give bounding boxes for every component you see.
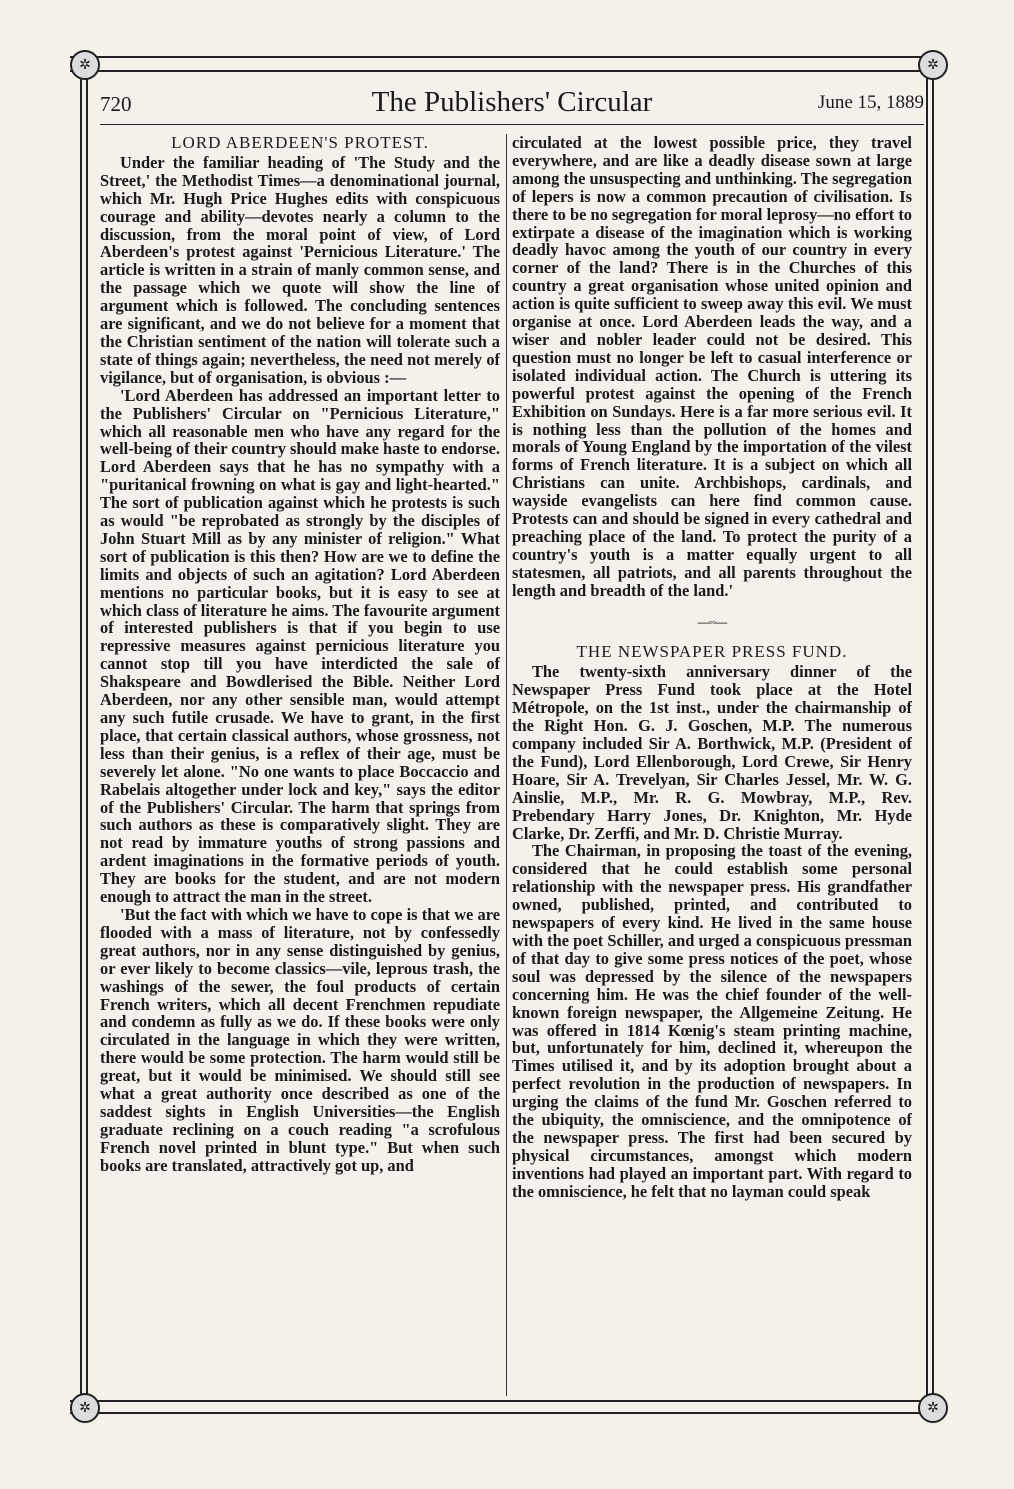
article-title-aberdeen: LORD ABERDEEN'S PROTEST. <box>171 134 429 152</box>
article-continuation: circulated at the lowest possible price, they travel everywhere, and are like a deadly disease sown at large among the unsuspecting and unthinking. The segregation of lepers is now a common precaution of civilisation. Is there to be no segregation for moral leprosy—no effort to extirpate a disease of the imagination which is working deadly havoc among the youth of our country in every corner of the land? There is in the Churches of this country a great organisation whose united opinion and action is quite sufficient to sweep away this evil. We must organise at once. Lord Aberdeen leads the way, and a wiser and nobler leader could not be desired. This question must no longer be left to casual interference or isolated individual action. The Church is uttering its powerful protest against the opening of the French Exhibition on Sundays. Here is a far more serious evil. It is nothing less than the pollution of the homes and morals of Young England by the importation of the vilest forms of French literature. It is a subject on which all Christians can unite. Archbishops, cardinals, and wayside evangelists can here find common cause. Protests can and should be signed in every cathedral and preaching place of the land. To protect the purity of a country's youth is a matter equally urgent to all statesmen, all patriots, and all parents throughout the length and breadth of the land.' <box>512 134 912 600</box>
corner-ornament-icon: ✲ <box>918 50 948 80</box>
left-column <box>100 134 500 1396</box>
article-paragraph: Under the familiar heading of 'The Study and the Street,' the Methodist Times—a denominational journal, which Mr. Hugh Price Hughes edits with conspicuous courage and ability—devotes nearly a column to the discussion, from the moral point of view, of Lord Aberdeen's protest against 'Pernicious Literature.' The article is written in a strain of manly common sense, and the passage which we quote will show the line of argument which is followed. The concluding sentences are significant, and we do not believe for a moment that the Christian sentiment of the nation will tolerate such a state of things again; nevertheless, the need not merely of vigilance, but of organisation, is obvious :— <box>100 152 500 387</box>
corner-ornament-icon: ✲ <box>70 1393 100 1423</box>
top-double-rule-upper <box>70 56 940 58</box>
article-paragraph: 'But the fact with which we have to cope is that we are flooded with a mass of literature, not by confessedly great authors, nor in any sense distinguished by genius, or ever likely to become classics—vile, leprous trash, the washings of the sewer, the foul products of certain French writers, which all decent Frenchmen repudiate and condemn as fully as we do. If these books were only circulated in the language in which they were written, there would be some protection. The harm would still be great, but it would be minimised. We should still see what a great authority once described as one of the saddest sights in English Universities—the English graduate reclining on a couch reading "a scrofulous French novel printed in blunt type." But when such books are translated, attractively got up, and <box>100 904 500 1175</box>
page-number: 720 <box>100 92 132 116</box>
corner-ornament-icon: ✲ <box>918 1393 948 1423</box>
article-paragraph: The Chairman, in proposing the toast of the evening, considered that he could establish some personal relationship with the newspaper press. His grandfather owned, published, printed, and contributed to newspapers of every kind. He lived in the same house with the poet Schiller, and urged a conspicuous pressman of that day to give some press notices of the poet, whose soul was depressed by the silence of the newspapers concerning him. He was the chief founder of the well-known foreign newspaper, the Allgemeine Zeitung. He was offered in 1814 Kœnig's steam printing machine, but, unfortunately for him, declined it, whereupon the Times utilised it, and by its adoption brought about a perfect revolution in the production of newspapers. In urging the claims of the fund Mr. Goschen referred to the ubiquity, the omniscience, and the omnipotence of the newspaper press. The first had been secured by physical circumstances, amongst which modern inventions had played an important part. With regard to the omniscience, he felt that no layman could speak <box>512 841 912 1201</box>
left-double-rule-inner <box>86 56 88 1414</box>
article-title-press-fund: THE NEWSPAPER PRESS FUND. <box>576 642 848 662</box>
header-rule <box>100 124 924 125</box>
right-double-rule-outer <box>932 56 934 1414</box>
right-double-rule-inner <box>926 56 928 1414</box>
left-double-rule-outer <box>80 56 82 1414</box>
issue-date: June 15, 1889 <box>817 92 924 113</box>
journal-title: The Publishers' Circular <box>371 86 653 118</box>
top-double-rule-lower <box>70 70 940 72</box>
article-paragraph: 'Lord Aberdeen has addressed an important letter to the Publishers' Circular on "Pernicious Literature," which all reasonable men who have any regard for the well-being of their country should make haste to endorse. Lord Aberdeen says that he has no sympathy with a "puritanical frowning on what is gay and light-hearted." The sort of publication against which he protests is such as would "be reprobated as strongly by the disciples of John Stuart Mill as by any minister of religion." What sort of publication is this then? How are we to define the limits and objects of such an agitation? Lord Aberdeen mentions no particular books, but it is easy to see at which class of literature he aims. The favourite argument of interested publishers is that if you begin to use repressive measures against pernicious literature you cannot stop till you have interdicted the sale of Shakspeare and Bowdlerised the Bible. Neither Lord Aberdeen, nor any other sensible man, would attempt any such futile crusade. We have to grant, in the first place, that certain classical authors, whose grossness, not less than their genius, is a reflex of their age, must be severely let alone. "No one wants to place Boccaccio and Rabelais altogether under lock and key," says the editor of the Publishers' Circular. The harm that springs from such authors as these is comparatively slight. They are not read by immature youths of strong passions and ardent imaginations in the formative periods of youth. They are books for the student, and are not modern enough to attract the man in the street. <box>100 385 500 907</box>
column-divider <box>506 134 507 1396</box>
corner-ornament-icon: ✲ <box>70 50 100 80</box>
section-separator: —◦◦— <box>697 614 727 629</box>
page-header <box>100 86 924 120</box>
bottom-double-rule-upper <box>70 1400 940 1402</box>
bottom-double-rule-lower <box>70 1412 940 1414</box>
article-paragraph: The twenty-sixth anniversary dinner of the Newspaper Press Fund took place at the Hotel Métropole, on the 1st inst., under the chairmanship of the Right Hon. G. J. Goschen, M.P. The numerous company included Sir A. Borthwick, M.P. (President of the Fund), Lord Ellenborough, Lord Crewe, Sir Henry Hoare, Sir A. Trevelyan, Sir Charles Jessel, Mr. W. G. Ainslie, M.P., Mr. R. G. Mowbray, M.P., Rev. Prebendary Harry Jones, Dr. Knighton, Mr. Hyde Clarke, Dr. Zerffi, and Mr. D. Christie Murray. <box>512 662 912 843</box>
right-column <box>512 134 912 1396</box>
